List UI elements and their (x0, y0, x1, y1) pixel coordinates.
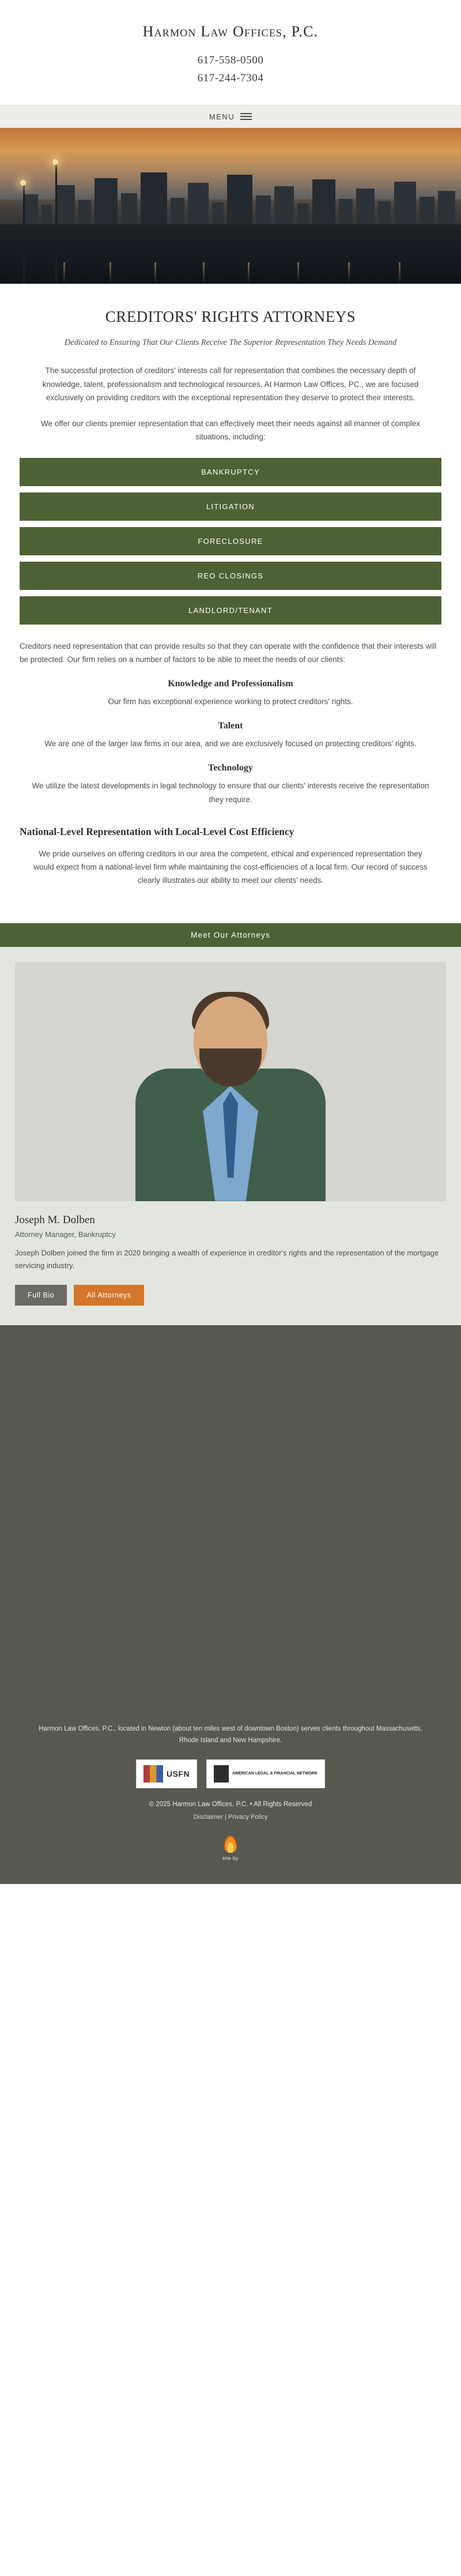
practice-area-reo-closings[interactable]: REO CLOSINGS (20, 562, 441, 590)
needs-paragraph: Creditors need representation that can provide results so that they can operate with the confidence that their interests will be protected. Our firm relies on a number of factors to be able to meet the needs of our clients: (20, 641, 437, 664)
attorney-bio: Joseph Dolben joined the firm in 2020 bringing a wealth of experience in creditor's rights and the representation of the mortgage servicing industry. (15, 1248, 439, 1270)
firm-logo-title: Harmon Law Offices, P.C. (142, 23, 319, 40)
content-spacer (0, 1325, 461, 1706)
footer-copyright: © 2025 Harmon Law Offices, P.C. • All Rights Reserved (149, 1801, 312, 1808)
practice-area-bankruptcy[interactable]: BANKRUPTCY (20, 458, 441, 486)
flame-icon (224, 1836, 237, 1853)
full-bio-button[interactable]: Full Bio (15, 1285, 67, 1306)
meet-our-attorneys-band: Meet Our Attorneys (0, 923, 461, 947)
page-subtitle: Dedicated to Ensuring That Our Clients Receive The Superior Representation They Needs Demand (64, 338, 397, 347)
practice-areas-list (20, 458, 441, 625)
value-prop-technology (20, 763, 441, 806)
all-attorneys-button[interactable]: All Attorneys (74, 1285, 143, 1306)
attorney-button-row (15, 1285, 446, 1306)
footer-address-text: Harmon Law Offices, P.C., located in Newton (about ten miles west of downtown Boston) serves clients throughout Massachusetts, Rhode Island and New Hampshire. (39, 1725, 422, 1744)
usfn-badge[interactable] (136, 1759, 197, 1788)
value-prop-knowledge (20, 679, 441, 708)
value-prop-technology-heading: Technology (208, 763, 253, 773)
alfn-badge[interactable] (206, 1759, 325, 1788)
menu-bar (0, 105, 461, 128)
attorney-name: Joseph M. Dolben (15, 1213, 95, 1226)
practice-area-litigation[interactable]: LITIGATION (20, 492, 441, 521)
privacy-policy-link[interactable]: Privacy Policy (228, 1814, 268, 1821)
links-separator: | (225, 1814, 226, 1821)
hero-skyline (0, 184, 461, 228)
value-prop-technology-text: We utilize the latest developments in legal technology to ensure that our clients' interests receive the representation they require. (32, 781, 429, 804)
phone-primary[interactable]: 617-558-0500 (197, 54, 264, 66)
street-lamp-left (52, 159, 58, 165)
footer-legal-links (23, 1814, 438, 1821)
national-representation-heading: National-Level Representation with Local-Level Cost Efficiency (20, 825, 294, 837)
national-representation-text: We pride ourselves on offering creditors in our area the competent, ethical and experienced representation they would expect from a national-level firm while maintaining the cost-efficiencies of a local firm. Our record of success clearly illustrates our ability to meet our clients' needs. (33, 849, 428, 885)
featured-attorney-section (0, 947, 461, 1325)
site-footer (0, 1706, 461, 1884)
main-content (0, 284, 461, 906)
street-lamp-far-left (20, 180, 26, 186)
alfn-badge-label: AMERICAN LEGAL & FINANCIAL NETWORK (232, 1771, 318, 1776)
value-prop-knowledge-text: Our firm has exceptional experience working to protect creditors' rights. (108, 697, 353, 706)
lamppost-far-left (23, 183, 25, 284)
menu-label: MENU (209, 112, 235, 121)
value-prop-talent-text: We are one of the larger law firms in our area, and we are exclusively focused on protecting creditors' rights. (44, 739, 417, 749)
hero-water (0, 224, 461, 284)
attorney-photo (15, 962, 446, 1201)
value-prop-knowledge-heading: Knowledge and Professionalism (168, 679, 293, 689)
site-by-label: site by (222, 1855, 239, 1862)
site-header (0, 0, 461, 105)
usfn-badge-label: USFN (166, 1769, 190, 1779)
attorney-role: Attorney Manager, Bankruptcy (15, 1229, 116, 1239)
practice-area-foreclosure[interactable]: FORECLOSURE (20, 527, 441, 555)
site-by-credit[interactable] (23, 1836, 438, 1861)
usfn-logo-icon (143, 1765, 163, 1782)
disclaimer-link[interactable]: Disclaimer (193, 1814, 223, 1821)
practice-area-landlord-tenant[interactable]: LANDLORD/TENANT (20, 596, 441, 625)
hero-banner-image (0, 128, 461, 284)
intro-paragraph: The successful protection of creditors' interests call for representation that combines the necessary depth of knowledge, talent, professionalism and technological resources. At Harmon Law Offices, PC., we are focused exclusively on providing creditors with the exceptional representation they deserve to protect their interests. (42, 366, 419, 402)
alfn-logo-icon (214, 1765, 229, 1782)
offer-paragraph: We offer our clients premier representation that can effectively meet their needs against all manner of complex situations, including: (40, 419, 421, 442)
value-prop-talent (20, 721, 441, 750)
hamburger-icon (240, 111, 252, 122)
value-prop-talent-heading: Talent (218, 721, 243, 731)
page-title: CREDITORS' RIGHTS ATTORNEYS (105, 308, 356, 325)
menu-toggle-button[interactable] (209, 111, 252, 122)
phone-secondary[interactable]: 617-244-7304 (197, 72, 264, 84)
footer-badges (23, 1759, 438, 1788)
lamppost-left (55, 163, 57, 284)
